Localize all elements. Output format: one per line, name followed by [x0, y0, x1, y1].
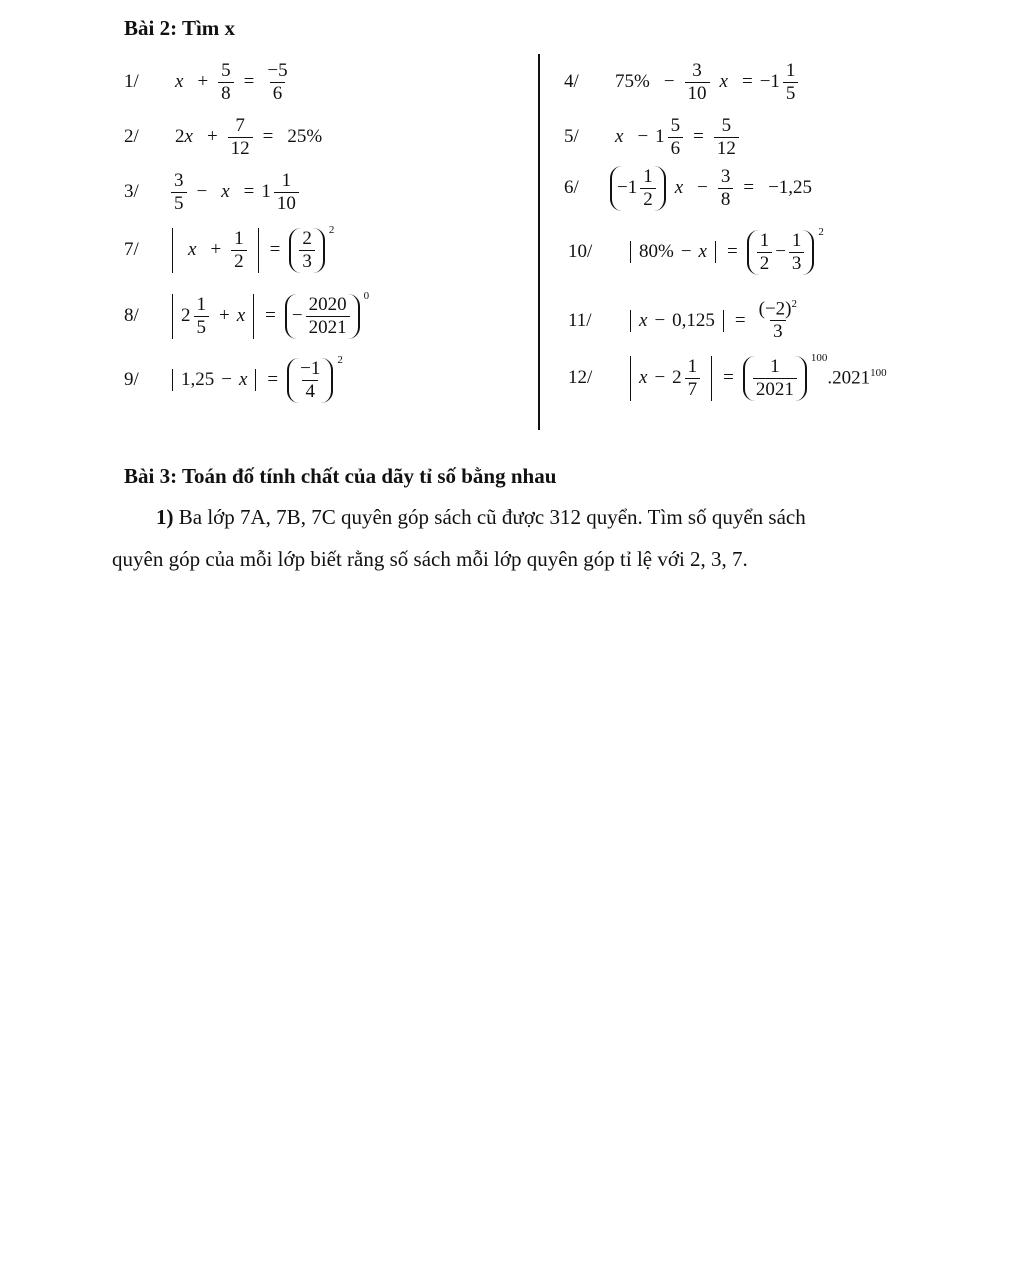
- mixed-number: 1 $\frac{1}{10}$: [261, 170, 302, 215]
- operator: −: [196, 181, 208, 203]
- bai3-title: Bài 3: Toán đố tính chất của dãy tỉ số bằng nhau: [124, 464, 557, 488]
- problem-8: [124, 290, 370, 339]
- parenthesized-fraction: $\frac{-1}{4}$: [287, 358, 333, 403]
- problem-label: 4/: [564, 71, 579, 93]
- variable-x: x: [615, 126, 624, 148]
- fraction: $\frac{-5}{6}$: [267, 60, 288, 104]
- absolute-value: 80% − x: [630, 241, 716, 263]
- equals: =: [723, 367, 734, 389]
- mixed-number: −1 $\frac{1}{5}$: [760, 60, 802, 105]
- absolute-value: 1,25 − x: [172, 369, 256, 391]
- problem-9: [124, 354, 343, 403]
- item-label: 1): [156, 505, 174, 529]
- problem-text: Ba lớp 7A, 7B, 7C quyên góp sách cũ được 312 quyển. Tìm số quyển sách: [178, 505, 806, 529]
- exponent: 100: [810, 352, 828, 364]
- equals: =: [743, 177, 755, 199]
- problem-3: [124, 170, 302, 215]
- equals: =: [262, 126, 274, 148]
- problem-6: [564, 166, 819, 211]
- exponent: 0: [363, 290, 370, 302]
- exponent: 2: [818, 226, 824, 238]
- fraction: $\frac{7}{12}$: [228, 115, 253, 160]
- operator: +: [197, 71, 209, 93]
- parenthesized-expression: $\frac{1}{2}$ − $\frac{1}{3}$: [747, 230, 815, 275]
- operator: −: [637, 126, 649, 148]
- problem-2: [124, 115, 329, 160]
- absolute-value: x − 2 $\frac{1}{7}$: [630, 356, 712, 401]
- exponent: 2: [337, 354, 343, 366]
- value: 75%: [615, 71, 650, 93]
- absolute-value: 2 $\frac{1}{5}$ + x: [172, 294, 254, 339]
- absolute-value: x + $\frac{1}{2}$: [172, 228, 259, 273]
- problem-4: [564, 60, 801, 105]
- parenthesized-fraction: − $\frac{2020}{2021}$: [285, 294, 360, 339]
- problem-10: [568, 226, 824, 275]
- equals: =: [734, 309, 746, 331]
- fraction: $\frac{3}{8}$: [718, 166, 734, 211]
- problem-label: 10/: [568, 241, 593, 263]
- problem-label: 7/: [124, 239, 139, 261]
- operator: −: [663, 71, 675, 93]
- problem-5: [564, 115, 742, 160]
- value: 25%: [287, 126, 323, 148]
- problem-label: 1/: [124, 71, 139, 93]
- bai2-title: Bài 2: Tìm x: [124, 16, 236, 40]
- equals: =: [741, 71, 753, 93]
- fraction: $\frac{5}{8}$: [218, 60, 234, 105]
- fraction: $\frac{5}{12}$: [714, 115, 739, 160]
- exponent: 2: [328, 224, 335, 236]
- equals: =: [243, 181, 255, 203]
- problem-label: 8/: [124, 305, 139, 327]
- column-divider: [538, 54, 540, 430]
- problem-label: 2/: [124, 126, 139, 148]
- variable-x: x: [719, 71, 728, 93]
- problem-text-line-2: quyên góp của mỗi lớp biết rằng số sách mỗi lớp quyên góp tỉ lệ với 2, 3, 7.: [112, 547, 748, 571]
- problem-label: 12/: [568, 367, 593, 389]
- parenthesized-fraction: $\frac{1}{2021}$: [743, 356, 807, 401]
- term: 2x: [175, 126, 193, 148]
- equals: =: [726, 241, 738, 263]
- problem-12: [568, 352, 887, 401]
- problem-label: 5/: [564, 126, 579, 148]
- tail-term: .2021$^{100}$: [827, 367, 887, 389]
- equals: =: [269, 239, 281, 261]
- equals: =: [265, 305, 276, 327]
- equals: =: [243, 71, 255, 93]
- equals: =: [693, 126, 704, 148]
- equals: =: [267, 369, 279, 391]
- operator: +: [206, 126, 218, 148]
- problem-label: 9/: [124, 369, 139, 391]
- problem-1: [124, 60, 294, 105]
- variable-x: x: [674, 177, 684, 199]
- problem-7: [124, 224, 335, 273]
- fraction: $\frac{(-2)^2}{3}$: [758, 298, 797, 343]
- problem-label: 6/: [564, 177, 579, 199]
- parenthesized-mixed-number: −1 $\frac{1}{2}$: [610, 166, 666, 211]
- value: −1,25: [768, 177, 813, 199]
- absolute-value: x − 0,125: [630, 310, 724, 332]
- parenthesized-fraction: $\frac{2}{3}$: [289, 228, 325, 273]
- problem-label: 11/: [568, 309, 592, 331]
- problem-11: [568, 298, 803, 343]
- fraction: $\frac{3}{10}$: [685, 60, 710, 105]
- variable-x: x: [221, 181, 230, 203]
- operator: −: [697, 177, 708, 199]
- problem-label: 3/: [124, 181, 139, 203]
- mixed-number: 1 $\frac{5}{6}$: [655, 115, 686, 160]
- fraction: $\frac{3}{5}$: [171, 170, 187, 215]
- variable-x: x: [175, 71, 184, 93]
- problem-text-line-1: [156, 496, 806, 538]
